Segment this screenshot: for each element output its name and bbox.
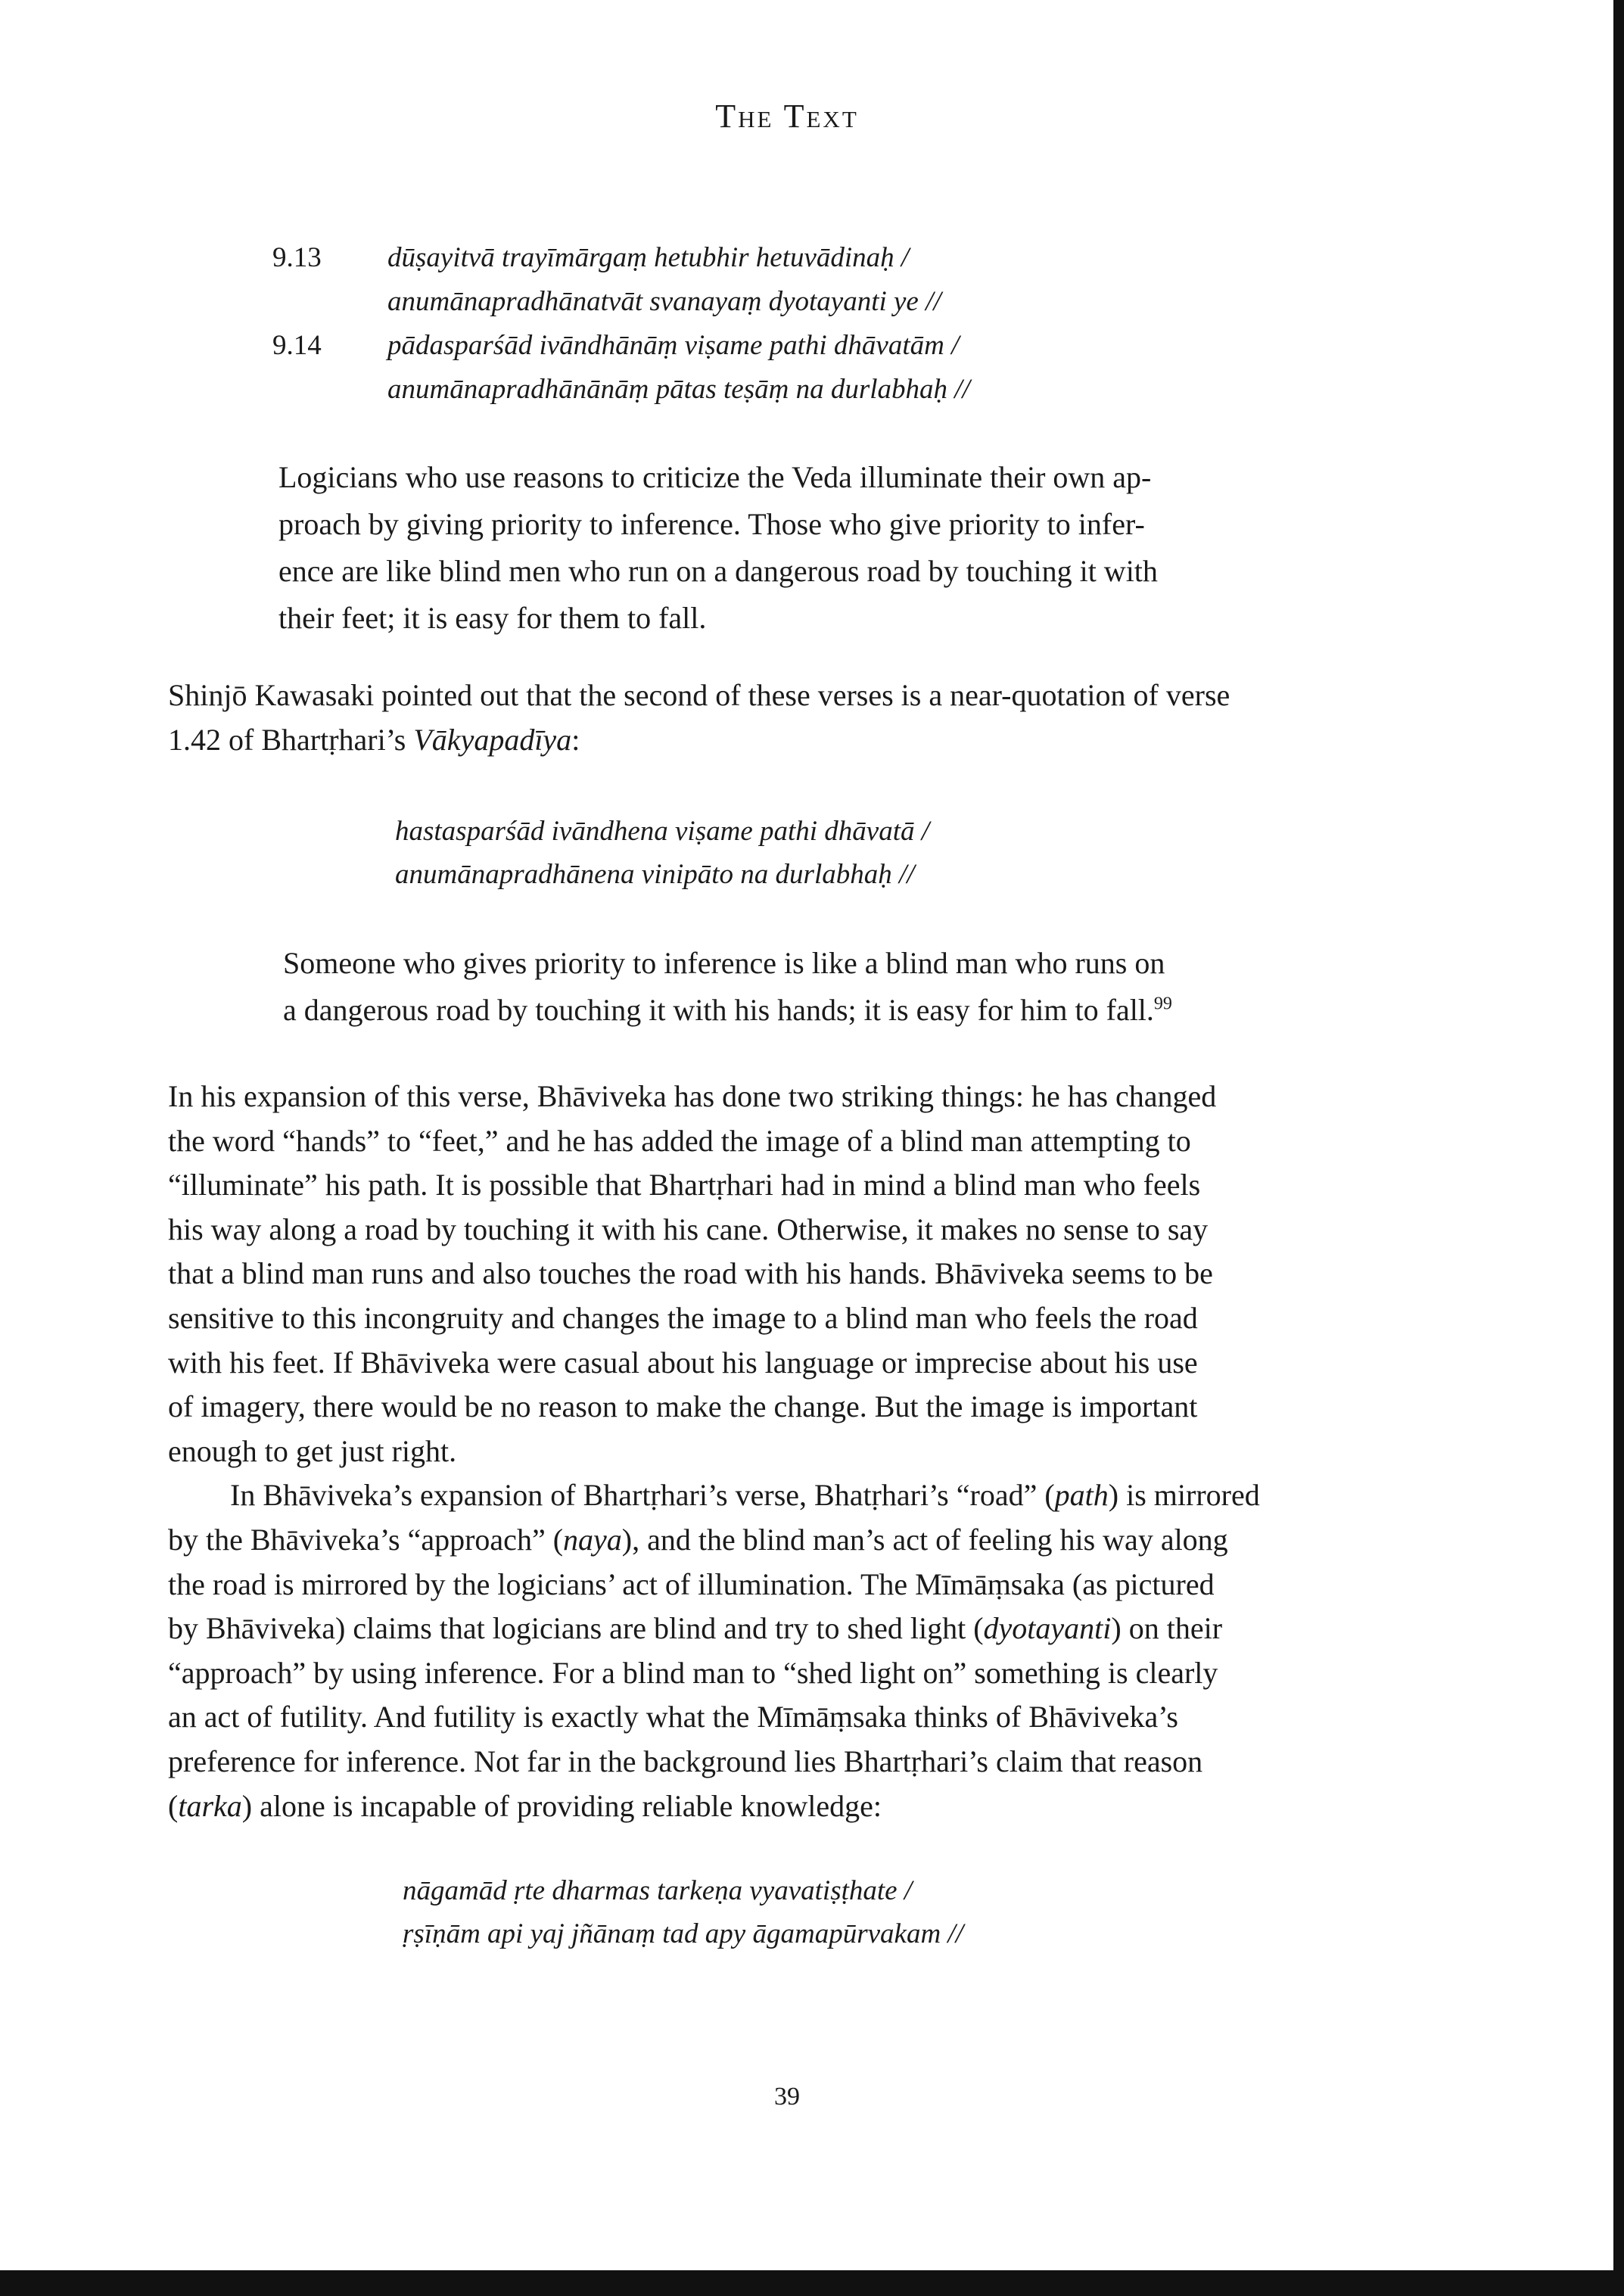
prose-line: In his expansion of this verse, Bhāviveka has done two striking things: he has changed — [168, 1079, 1217, 1113]
prose-line: enough to get just right. — [168, 1433, 457, 1468]
quote-line: hastasparśād ivāndhena viṣame pathi dhāvatā / — [395, 816, 930, 847]
translation-line: their feet; it is easy for them to fall. — [278, 601, 707, 635]
verse-line: pādasparśād ivāndhānāṃ viṣame pathi dhāvatām / — [387, 330, 960, 361]
prose-line: that a blind man runs and also touches the road with his hands. Bhāviveka seems to be — [168, 1256, 1213, 1291]
verse-number: 9.14 — [272, 330, 322, 361]
scan-edge-bottom — [0, 2270, 1624, 2296]
quote-line: nāgamād ṛte dharmas tarkeṇa vyavatiṣṭhate / — [403, 1875, 913, 1906]
verse-line: anumānapradhānānāṃ pātas teṣāṃ na durlabhaḥ // — [387, 374, 970, 405]
prose-line: the word “hands” to “feet,” and he has added the image of a blind man attempting to — [168, 1123, 1191, 1158]
prose-line: “illuminate” his path. It is possible that Bhartṛhari had in mind a blind man who feels — [168, 1168, 1201, 1202]
footnote-marker: 99 — [1153, 994, 1172, 1014]
prose-line: In Bhāviveka’s expansion of Bhartṛhari’s verse, Bhatṛhari’s “road” (path) is mirrored — [230, 1478, 1260, 1513]
translation-vakyapadiya — [283, 940, 1172, 1034]
prose-line: by the Bhāviveka’s “approach” (naya), and the blind man’s act of feeling his way along — [168, 1522, 1228, 1557]
prose-line: by Bhāviveka) claims that logicians are blind and try to shed light (dyotayanti) on their — [168, 1611, 1223, 1646]
translation-verses-9 — [278, 454, 1158, 642]
verse-number: 9.13 — [272, 242, 322, 273]
paragraph-expansion — [168, 1075, 1349, 1828]
translation-line: a dangerous road by touching it with his hands; it is easy for him to fall.$^{99}$ — [283, 993, 1172, 1027]
prose-line: the road is mirrored by the logicians’ act of illumination. The Mīmāṃsaka (as pictured — [168, 1566, 1215, 1601]
translation-line: proach by giving priority to inference. Those who give priority to infer- — [278, 507, 1145, 541]
prose-line: sensitive to this incongruity and changes the image to a blind man who feels the road — [168, 1300, 1198, 1335]
quote-line: anumānapradhānena vinipāto na durlabhaḥ // — [395, 859, 915, 890]
prose-line: (tarka) alone is incapable of providing reliable knowledge: — [168, 1788, 882, 1823]
prose-line: preference for inference. Not far in the background lies Bhartṛhari’s claim that reason — [168, 1744, 1203, 1778]
quote-line: ṛṣīṇām api yaj jñānaṃ tad apy āgamapūrvakam // — [403, 1918, 963, 1949]
prose-line: Shinjō Kawasaki pointed out that the second of these verses is a near-quotation of verse — [168, 678, 1230, 712]
work-title: Vākyapadīya — [413, 722, 572, 757]
translation-line: Logicians who use reasons to criticize the Veda illuminate their own ap- — [278, 460, 1152, 494]
prose-line: with his feet. If Bhāviveka were casual about his language or imprecise about his use — [168, 1345, 1198, 1380]
paragraph-kawasaki — [168, 674, 1349, 762]
prose-line: his way along a road by touching it with his cane. Otherwise, it makes no sense to say — [168, 1212, 1209, 1246]
prose-line: of imagery, there would be no reason to make the change. But the image is important — [168, 1389, 1198, 1424]
verse-block-9 — [272, 236, 1408, 412]
translation-line: ence are like blind men who run on a dangerous road by touching it with — [278, 554, 1158, 588]
verse-9-13 — [272, 236, 1408, 324]
prose-line: “approach” by using inference. For a blind man to “shed light on” something is clearly — [168, 1655, 1218, 1690]
quote-nagamad — [403, 1869, 963, 1955]
translation-line: Someone who gives priority to inference is like a blind man who runs on — [283, 946, 1165, 980]
quote-vakyapadiya — [395, 810, 929, 896]
verse-line: anumānapradhānatvāt svanayaṃ dyotayanti ye // — [387, 286, 941, 317]
verse-9-14 — [272, 324, 1408, 412]
prose-line: 1.42 of Bhartṛhari’s Vākyapadīya: — [168, 722, 580, 757]
page-number: 39 — [774, 2083, 800, 2111]
scan-edge-right — [1613, 0, 1624, 2270]
prose-line: an act of futility. And futility is exactly what the Mīmāṃsaka thinks of Bhāviveka’s — [168, 1700, 1178, 1734]
running-head: The Text — [715, 98, 859, 135]
verse-line: dūṣayitvā trayīmārgaṃ hetubhir hetuvādinaḥ / — [387, 242, 910, 273]
